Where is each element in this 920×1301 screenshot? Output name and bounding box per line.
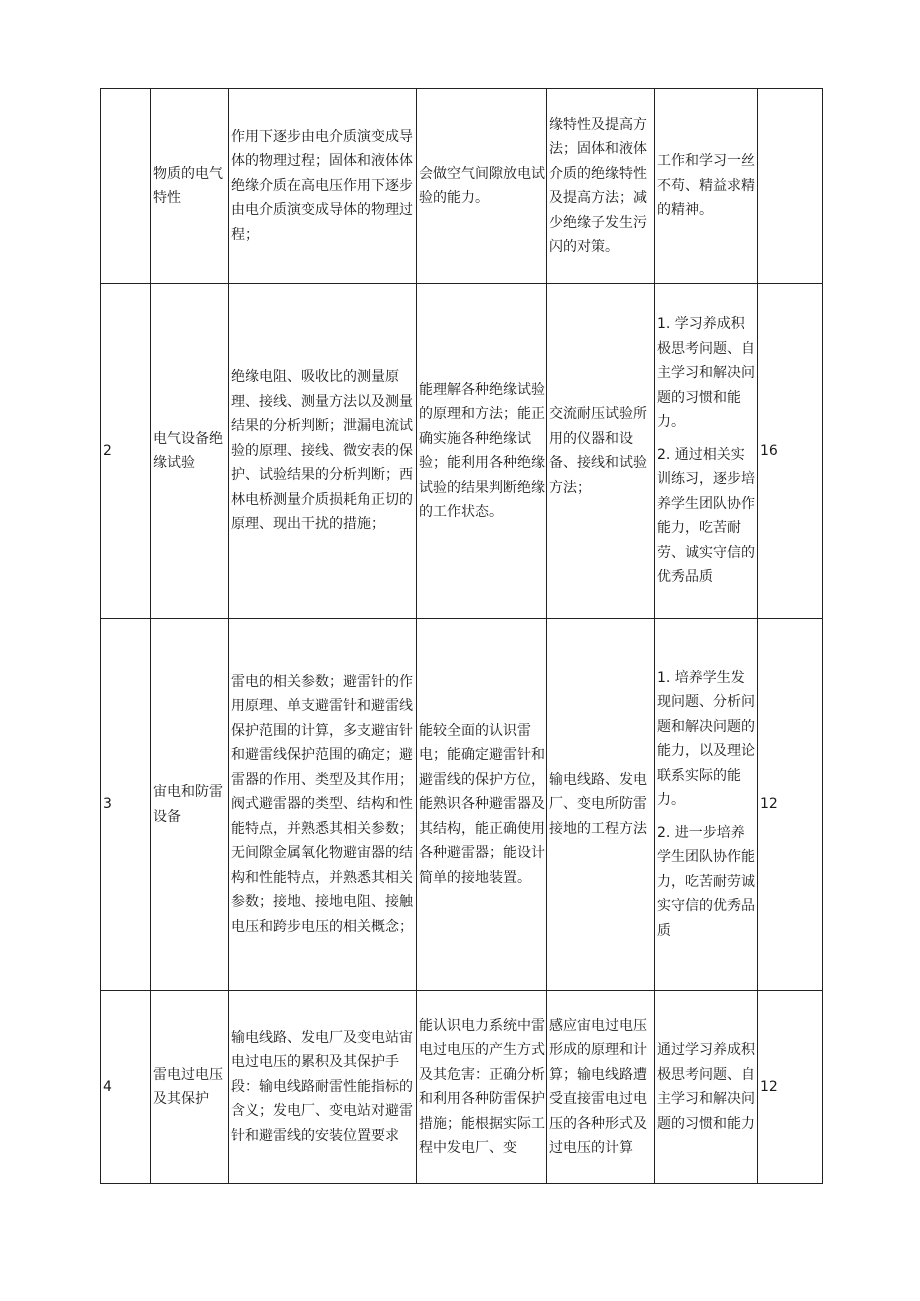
- ideology-cell: [655, 89, 758, 284]
- ability-cell: 会做空气间隙放电试验的能力。: [417, 89, 547, 284]
- table-row: [101, 991, 823, 1184]
- content-cell: 雷电的相关参数；避雷针的作用原理、单支避雷针和避雷线保护范围的计算，多支避宙针和避雷线保护范围的确定；避雷器的作用、类型及其作用；阀式避雷器的类型、结构和性能特点，并熟悉其相关参数；无间隙金属氧化物避宙器的结构和性能特点，并熟悉其相关参数；接地、接地电阻、接触电压和跨步电压的相关概念；: [229, 619, 417, 991]
- ideology-item: 1. 培养学生发现问题、分析问题和解决问题的能力，以及理论联系实际的能力。: [657, 669, 755, 809]
- table-row: [101, 89, 823, 284]
- row-number-cell: [101, 89, 151, 284]
- ideology-cell: [655, 619, 758, 991]
- ideology-item: 1. 学习养成积极思考问题、自主学习和解决问题的习惯和能力。: [657, 316, 755, 431]
- row-number-cell: 4: [101, 991, 151, 1184]
- ideology-item: 2. 进一步培养学生团队协作能力，吃苦耐劳诚实守信的优秀品质: [657, 824, 755, 939]
- chapter-name-cell: 宙电和防雷设备: [151, 619, 229, 991]
- row-number-cell: 3: [101, 619, 151, 991]
- key-points-cell: 交流耐压试验所用的仪器和设备、接线和试验方法；: [547, 284, 655, 619]
- key-points-cell: 缘特性及提高方法；固体和液体介质的绝缘特性及提高方法；减少绝缘子发生污闪的对策。: [547, 89, 655, 284]
- chapter-name-cell: 物质的电气特性: [151, 89, 229, 284]
- ideology-cell: [655, 991, 758, 1184]
- course-table: [100, 88, 823, 1184]
- table-row: [101, 619, 823, 991]
- hours-cell: 16: [758, 284, 823, 619]
- ability-cell: 能理解各种绝缘试验的原理和方法；能正确实施各种绝缘试验；能利用各种绝缘试验的结果判断绝缘的工作状态。: [417, 284, 547, 619]
- chapter-name-cell: 电气设备绝缘试验: [151, 284, 229, 619]
- ideology-item: 2. 通过相关实训练习，逐步培养学生团队协作能力，吃苦耐劳、诚实守信的优秀品质: [657, 446, 755, 586]
- row-number-cell: 2: [101, 284, 151, 619]
- ideology-item: 工作和学习一丝不苟、精益求精的精神。: [657, 153, 755, 219]
- key-points-cell: 输电线路、发电厂、变电所防雷接地的工程方法: [547, 619, 655, 991]
- hours-cell: [758, 89, 823, 284]
- hours-cell: 12: [758, 991, 823, 1184]
- hours-cell: 12: [758, 619, 823, 991]
- ability-cell: 能较全面的认识雷电；能确定避雷针和避雷线的保护方位，能熟识各种避雷器及其结构，能正确使用各种避雷器；能设计简单的接地装置。: [417, 619, 547, 991]
- content-cell: 输电线路、发电厂及变电站宙电过电压的累积及其保护手段：输电线路耐雷性能指标的含义；发电厂、变电站对避雷针和避雷线的安装位置要求: [229, 991, 417, 1184]
- content-cell: 作用下逐步由电介质演变成导体的物理过程；固体和液体体绝缘介质在高电压作用下逐步由电介质演变成导体的物理过程；: [229, 89, 417, 284]
- key-points-cell: 感应宙电过电压形成的原理和计算；输电线路遭受直接雷电过电压的各种形式及过电压的计算: [547, 991, 655, 1184]
- ideology-item: 通过学习养成积极思考问题、自主学习和解决问题的习惯和能力: [657, 1042, 755, 1132]
- ideology-cell: [655, 284, 758, 619]
- ability-cell: 能认识电力系统中雷电过电压的产生方式及其危害：正确分析和利用各种防雷保护措施；能根据实际工程中发电厂、变: [417, 991, 547, 1184]
- table-row: [101, 284, 823, 619]
- content-cell: 绝缘电阻、吸收比的测量原理、接线、测量方法以及测量结果的分析判断；泄漏电流试验的原理、接线、微安表的保护、试验结果的分析判断；西林电桥测量介质损耗角正切的原理、现出干扰的措施；: [229, 284, 417, 619]
- chapter-name-cell: 雷电过电压及其保护: [151, 991, 229, 1184]
